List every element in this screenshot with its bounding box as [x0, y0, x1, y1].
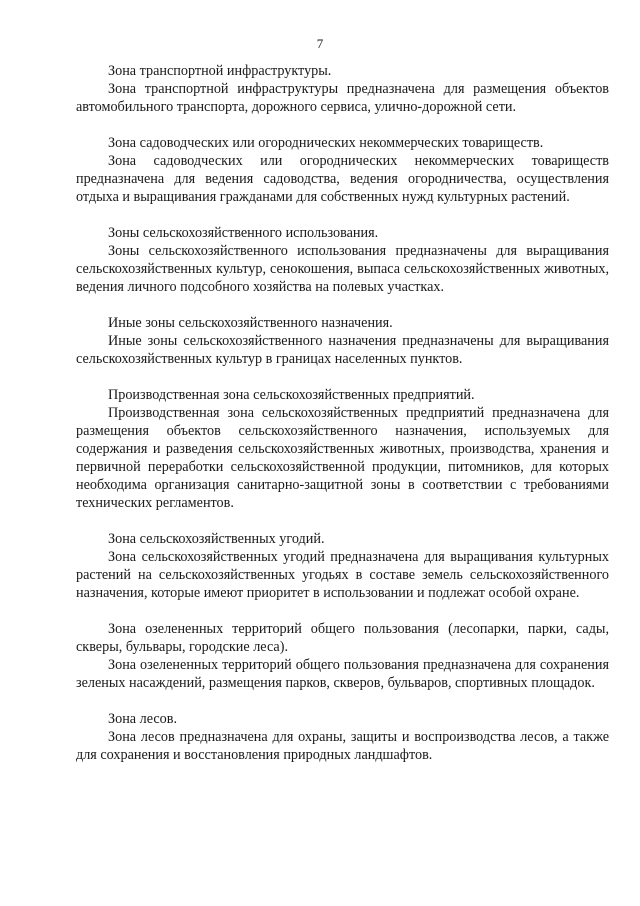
zone-description: Зоны сельскохозяйственного использования предназначены для выращивания сельскохозяйственных культур, сенокошения, выпаса сельскохозяйственных животных, ведения личного подсобного хозяйства на полевых участках. — [76, 243, 609, 295]
zone-forests — [76, 710, 609, 764]
zone-heading: Производственная зона сельскохозяйственных предприятий. — [108, 387, 475, 403]
zone-description: Зона лесов предназначена для охраны, защиты и воспроизводства лесов, а также для сохранения и восстановления природных ландшафтов. — [76, 729, 609, 763]
page-number: 7 — [316, 36, 324, 51]
zone-heading: Зона лесов. — [108, 711, 178, 727]
document-body — [76, 62, 609, 782]
zone-description: Иные зоны сельскохозяйственного назначения предназначены для выращивания сельскохозяйственных культур в границах населенных пунктов. — [76, 333, 609, 367]
zone-heading: Зона транспортной инфраструктуры. — [108, 63, 332, 79]
zone-gardening — [76, 134, 609, 206]
zone-heading: Зона озелененных территорий общего пользования (лесопарки, парки, сады, скверы, бульвары, городские леса). — [76, 621, 609, 655]
zone-heading: Зона сельскохозяйственных угодий. — [108, 531, 325, 547]
zone-description: Зона садоводческих или огороднических некоммерческих товариществ предназначена для ведения садоводства, ведения огородничества, осуществления отдыха и выращивания гражданами для собственных нужд культурных растений. — [76, 153, 609, 205]
zone-description: Зона транспортной инфраструктуры предназначена для размещения объектов автомобильного транспорта, дорожного сервиса, улично-дорожной сети. — [76, 81, 609, 115]
zone-heading: Зоны сельскохозяйственного использования. — [108, 225, 379, 241]
zone-heading: Зона садоводческих или огороднических некоммерческих товариществ. — [108, 135, 544, 151]
zone-green-areas — [76, 620, 609, 692]
zone-agricultural-production — [76, 386, 609, 512]
zone-agricultural-use — [76, 224, 609, 296]
zone-other-agricultural — [76, 314, 609, 368]
zone-agricultural-lands — [76, 530, 609, 602]
zone-heading: Иные зоны сельскохозяйственного назначения. — [108, 315, 393, 331]
zone-description: Зона сельскохозяйственных угодий предназначена для выращивания культурных растений на сельскохозяйственных угодьях в составе земель сельскохозяйственного назначения, которые имеют приоритет в использовании и подлежат особой охране. — [76, 549, 609, 601]
zone-description: Производственная зона сельскохозяйственных предприятий предназначена для размещения объектов сельскохозяйственного назначения, используемых для содержания и разведения сельскохозяйственных животных, производства, хранения и первичной переработки сельскохозяйственной продукции, питомников, для которых необходима организация санитарно-защитной зоны в соответствии с требованиями технических регламентов. — [76, 405, 609, 511]
zone-transport — [76, 62, 609, 116]
zone-description: Зона озелененных территорий общего пользования предназначена для сохранения зеленых насаждений, размещения парков, скверов, бульваров, спортивных площадок. — [76, 657, 609, 691]
